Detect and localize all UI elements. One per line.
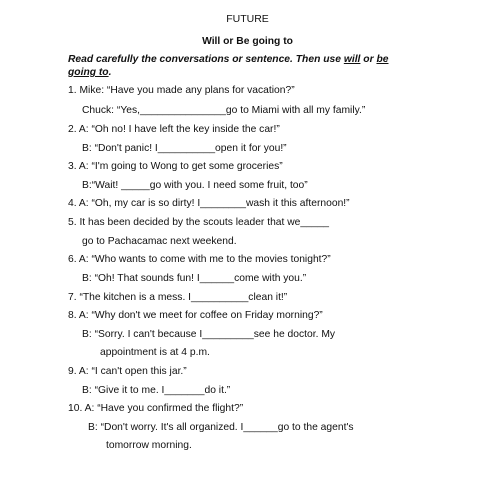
exercise-line: 2. A: “Oh no! I have left the key inside the car!” xyxy=(68,124,280,135)
exercise-line: 7. “The kitchen is a mess. I__________clean it!” xyxy=(68,292,288,303)
exercise-line: go to Pachacamac next weekend. xyxy=(82,236,237,247)
exercise-line: 6. A: “Who wants to come with me to the movies tonight?” xyxy=(68,254,331,265)
instruction-period: . xyxy=(108,67,112,78)
instruction-text: Read carefully the conversations or sentence. Then use xyxy=(68,54,344,65)
exercise-line: 3. A: “I'm going to Wong to get some groceries” xyxy=(68,161,283,172)
exercise-line: 10. A: “Have you confirmed the flight?” xyxy=(68,403,244,414)
instruction-going-to: going to xyxy=(68,67,109,78)
exercise-line: appointment is at 4 p.m. xyxy=(100,347,210,358)
page-title: FUTURE xyxy=(226,13,269,25)
exercise-line: B: “Don't panic! I__________open it for you!” xyxy=(82,143,287,154)
exercise-line: 4. A: “Oh, my car is so dirty! I________wash it this afternoon!” xyxy=(68,198,350,209)
exercise-line: 8. A: “Why don't we meet for coffee on Friday morning?” xyxy=(68,310,323,321)
exercise-line: 1. Mike: “Have you made any plans for vacation?” xyxy=(68,85,295,96)
instruction-word-be: be xyxy=(376,54,389,65)
exercise-line: B:“Wait! _____go with you. I need some fruit, too” xyxy=(82,180,308,191)
instruction-word-or: or xyxy=(360,54,377,65)
instruction-line-1 xyxy=(68,53,388,66)
exercise-line: 9. A: “I can't open this jar.” xyxy=(68,366,187,377)
instruction-line-2 xyxy=(68,66,111,79)
exercise-line: Chuck: “Yes,_______________go to Miami with all my family.” xyxy=(82,105,366,116)
exercise-line: 5. It has been decided by the scouts leader that we_____ xyxy=(68,217,330,228)
exercise-line: B: “Give it to me. I_______do it.” xyxy=(82,385,231,396)
instruction-word-will: will xyxy=(343,54,361,65)
exercise-line: B: “Don't worry. It's all organized. I______go to the agent's xyxy=(88,422,354,433)
page-subtitle: Will or Be going to xyxy=(202,36,293,47)
exercise-line: B: “Oh! That sounds fun! I______come with you.” xyxy=(82,273,307,284)
exercise-line: B: “Sorry. I can't because I_________see he doctor. My xyxy=(82,329,336,340)
exercise-line: tomorrow morning. xyxy=(106,440,192,451)
